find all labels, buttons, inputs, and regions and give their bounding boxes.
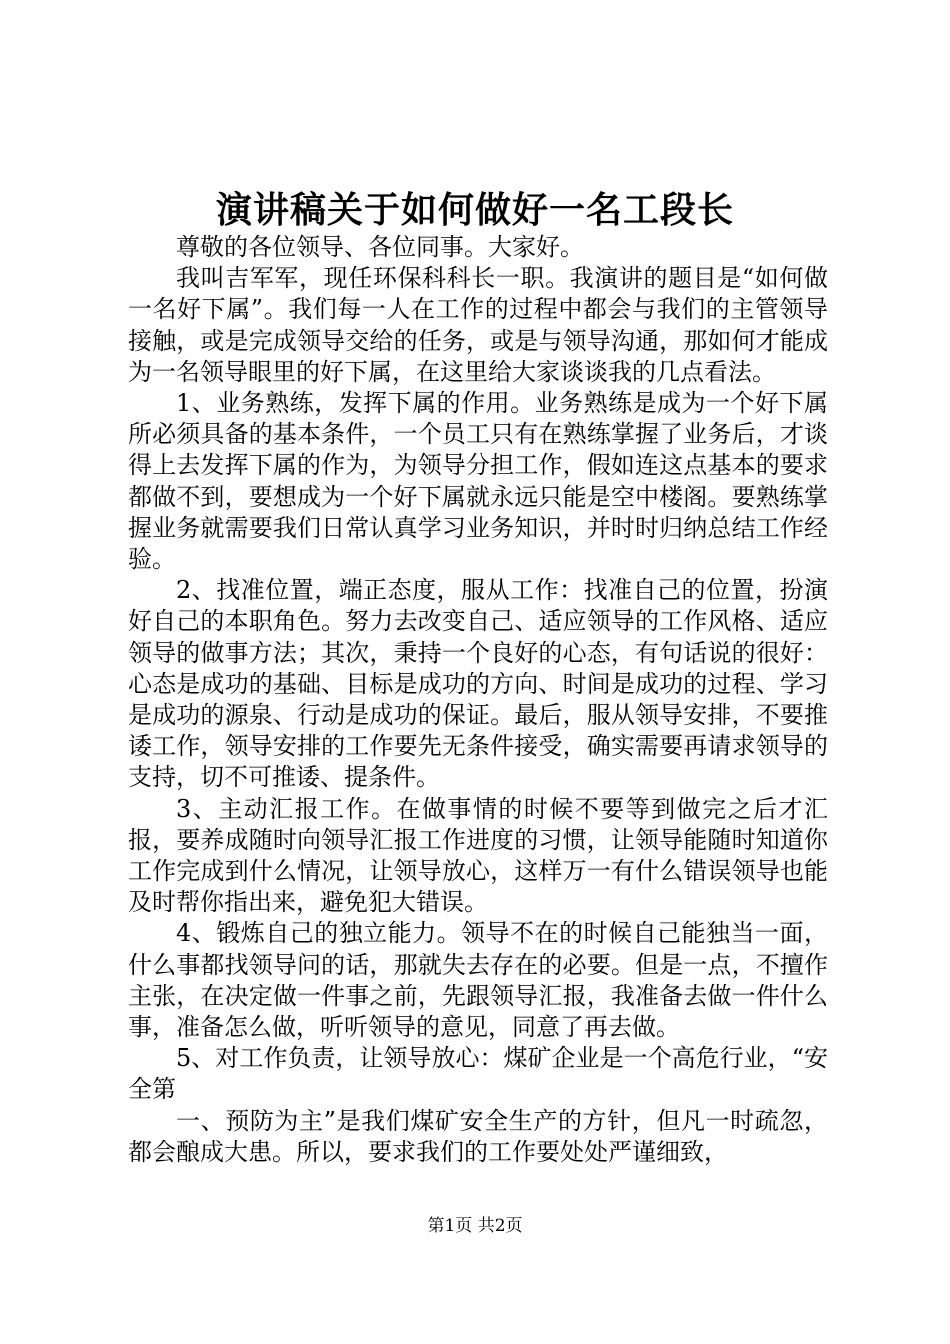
paragraph-introduction: 我叫吉军军，现任环保科科长一职。我演讲的题目是“如何做一名好下属”。我们每一人在工作的过程中都会与我们的主管领导接触，或是完成领导交给的任务，或是与领导沟通，那如何才能成为一名领导眼里的好下属，在这里给大家谈谈我的几点看法。	[128, 264, 828, 386]
document-title: 演讲稿关于如何做好一名工段长	[215, 189, 734, 231]
paragraph-point-5: 5、对工作负责，让领导放心：煤矿企业是一个高危行业，“安全第	[128, 1044, 828, 1104]
paragraph-point-4: 4、锻炼自己的独立能力。领导不在的时候自己能独当一面，什么事都找领导问的话，那就失去存在的必要。但是一点，不擅作主张，在决定做一件事之前，先跟领导汇报，我准备去做一件什么事，准备怎么做，听听领导的意见，同意了再去做。	[128, 919, 828, 1042]
paragraph-point-2: 2、找准位置，端正态度，服从工作：找准自己的位置，扮演好自己的本职角色。努力去改变自己、适应领导的工作风格、适应领导的做事方法；其次，秉持一个良好的心态，有句话说的很好：心态是成功的基础、目标是成功的方向、时间是成功的过程、学习是成功的源泉、行动是成功的保证。最后，服从领导安排，不要推诿工作，领导安排的工作要先无条件接受，确实需要再请求领导的支持，切不可推诿、提条件。	[128, 576, 828, 792]
document-body	[128, 232, 828, 1168]
paragraph-point-1: 1、业务熟练，发挥下属的作用。业务熟练是成为一个好下属所必须具备的基本条件，一个员工只有在熟练掌握了业务后，才谈得上去发挥下属的作为，为领导分担工作，假如连这点基本的要求都做不到，要想成为一个好下属就永远只能是空中楼阁。要熟练掌握业务就需要我们日常认真学习业务知识，并时时归纳总结工作经验。	[128, 389, 828, 574]
paragraph-continuation: 一、预防为主”是我们煤矿安全生产的方针，但凡一时疏忽，都会酿成大患。所以，要求我们的工作要处处严谨细致，	[128, 1106, 828, 1166]
paragraph-greeting: 尊敬的各位领导、各位同事。大家好。	[176, 233, 584, 261]
paragraph-point-3: 3、主动汇报工作。在做事情的时候不要等到做完之后才汇报，要养成随时向领导汇报工作进度的习惯，让领导能随时知道你工作完成到什么情况，让领导放心，这样万一有什么错误领导也能及时帮你指出来，避免犯大错误。	[128, 794, 828, 917]
page-number-footer: 第1页 共2页	[427, 1216, 523, 1236]
